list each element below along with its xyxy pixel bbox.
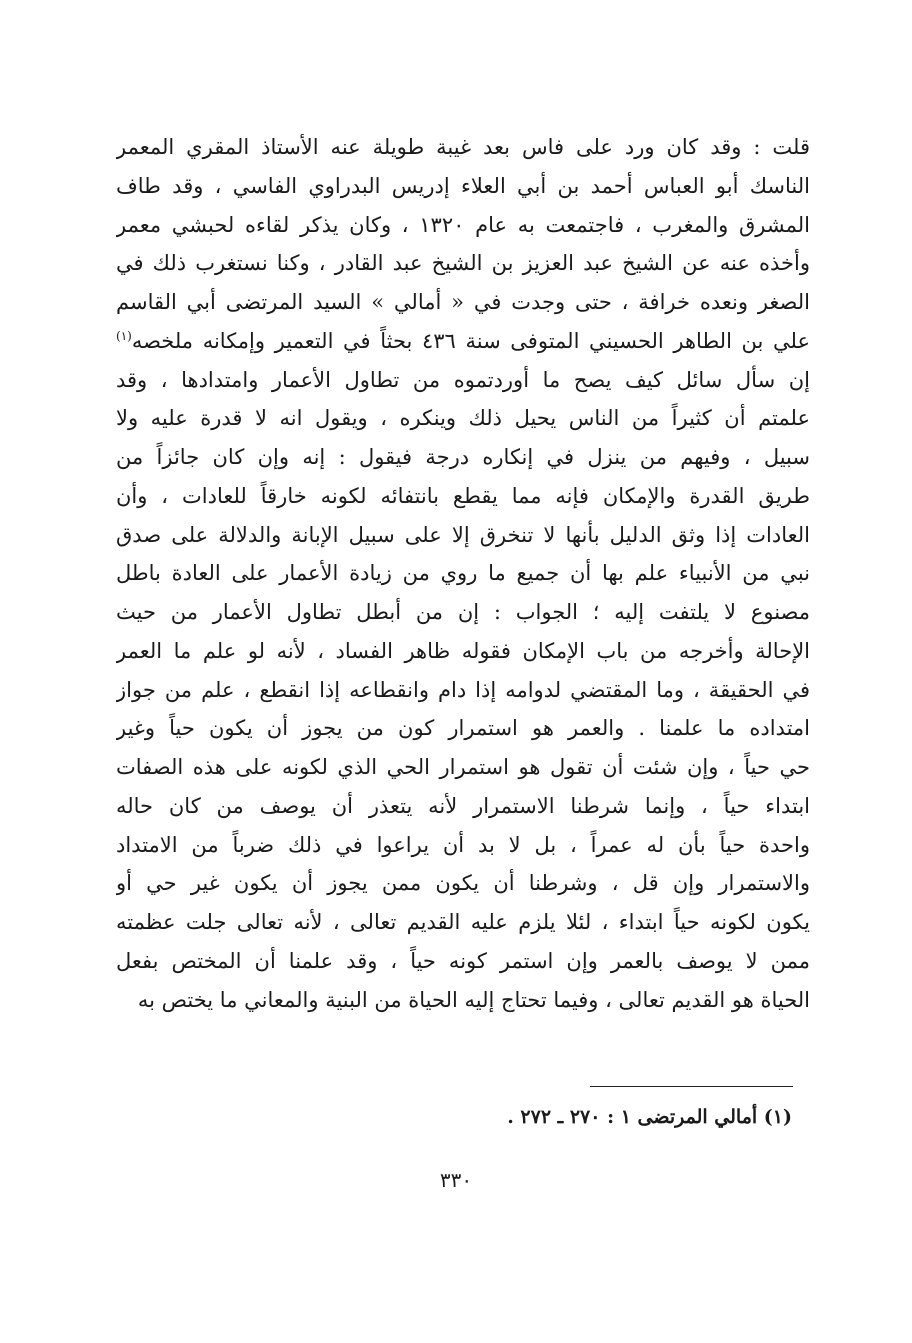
text-line: سبيل ، وفيهم من ينزل في إنكاره درجة فيقول : إنه وإن كان جائزاً من bbox=[116, 445, 810, 469]
text-line-content: علي بن الطاهر الحسيني المتوفى سنة ٤٣٦ بحثاً في التعمير وإمكانه ملخصه bbox=[131, 328, 810, 353]
text-line: ابتداء حياً ، وإنما شرطنا الاستمرار لأنه يتعذر أن يوصف من كان حاله bbox=[116, 793, 810, 818]
text-line: الإحالة وأخرجه من باب الإمكان فقوله ظاهر الفساد ، لأنه لو علم ما العمر bbox=[116, 638, 810, 663]
text-line: حي حياً ، وإن شئت أن تقول هو استمرار الحي الذي لكونه على هذه الصفات bbox=[116, 755, 810, 779]
text-line: واحدة حياً بأن له عمراً ، بل لا بد أن يراعوا في ذلك ضرباً من الامتداد bbox=[116, 832, 810, 857]
text-line: علمتم أن كثيراً من الناس يحيل ذلك وينكره ، ويقول انه لا قدرة عليه ولا bbox=[116, 406, 810, 431]
footnote-divider bbox=[590, 1086, 793, 1087]
footnote-reference: (١) bbox=[116, 328, 132, 343]
text-line: نبي من الأنبياء علم بها أن جميع ما روي من زيادة الأعمار على العادة باطل bbox=[116, 561, 810, 586]
text-line: الحياة هو القديم تعالى ، وفيما تحتاج إليه الحياة من البنية والمعاني ما يختص به bbox=[137, 987, 810, 1012]
text-line: في الحقيقة ، وما المقتضي لدوامه إذا دام وانقطاعه إذا انقطع ، علم من جواز bbox=[116, 677, 810, 702]
page-number: ٣٣٠ bbox=[439, 1168, 473, 1192]
text-line: امتداده ما علمنا . والعمر هو استمرار كون من يجوز أن يكون حياً وغير bbox=[116, 716, 810, 741]
text-line: والاستمرار وإن قل ، وشرطنا أن يكون ممن يجوز أن يكون غير حي أو bbox=[116, 871, 810, 896]
text-line-with-footnote bbox=[116, 322, 810, 361]
main-text bbox=[116, 128, 810, 1019]
text-line: إن سأل سائل كيف يصح ما أوردتموه من تطاول الأعمار وامتدادها ، وقد bbox=[116, 367, 810, 392]
text-line: قلت : وقد كان ورد على فاس بعد غيبة طويلة عنه الأستاذ المقري المعمر bbox=[116, 135, 810, 159]
footnote: (١) أمالي المرتضى ١ : ٢٧٠ ـ ٢٧٢ . bbox=[507, 1106, 792, 1128]
text-line: العادات إذا وثق الدليل بأنها لا تنخرق إلا على سبيل الإبانة والدلالة على صدق bbox=[116, 522, 810, 547]
text-line: الناسك أبو العباس أحمد بن أبي العلاء إدريس البدراوي الفاسي ، وقد طاف bbox=[116, 173, 810, 198]
text-line: وأخذه عنه عن الشيخ عبد العزيز بن الشيخ عبد القادر ، وكنا نستغرب ذلك في bbox=[116, 251, 810, 276]
text-line: يكون لكونه حياً ابتداء ، لئلا يلزم عليه القديم تعالى ، لأنه تعالى جلت عظمته bbox=[116, 910, 810, 934]
text-line: ممن لا يوصف بالعمر وإن استمر كونه حياً ، وقد علمنا أن المختص بفعل bbox=[116, 948, 810, 973]
text-line: الصغر ونعده خرافة ، حتى وجدت في « أمالي » السيد المرتضى أبي القاسم bbox=[116, 290, 810, 314]
text-line: مصنوع لا يلتفت إليه ؛ الجواب : إن من أبطل تطاول الأعمار من حيث bbox=[116, 600, 810, 624]
text-line: طريق القدرة والإمكان فإنه مما يقطع بانتفائه لكونه خارقاً للعادات ، وأن bbox=[116, 483, 810, 508]
text-line: المشرق والمغرب ، فاجتمعت به عام ١٣٢٠ ، وكان يذكر لقاءه لحبشي معمر bbox=[116, 212, 810, 237]
